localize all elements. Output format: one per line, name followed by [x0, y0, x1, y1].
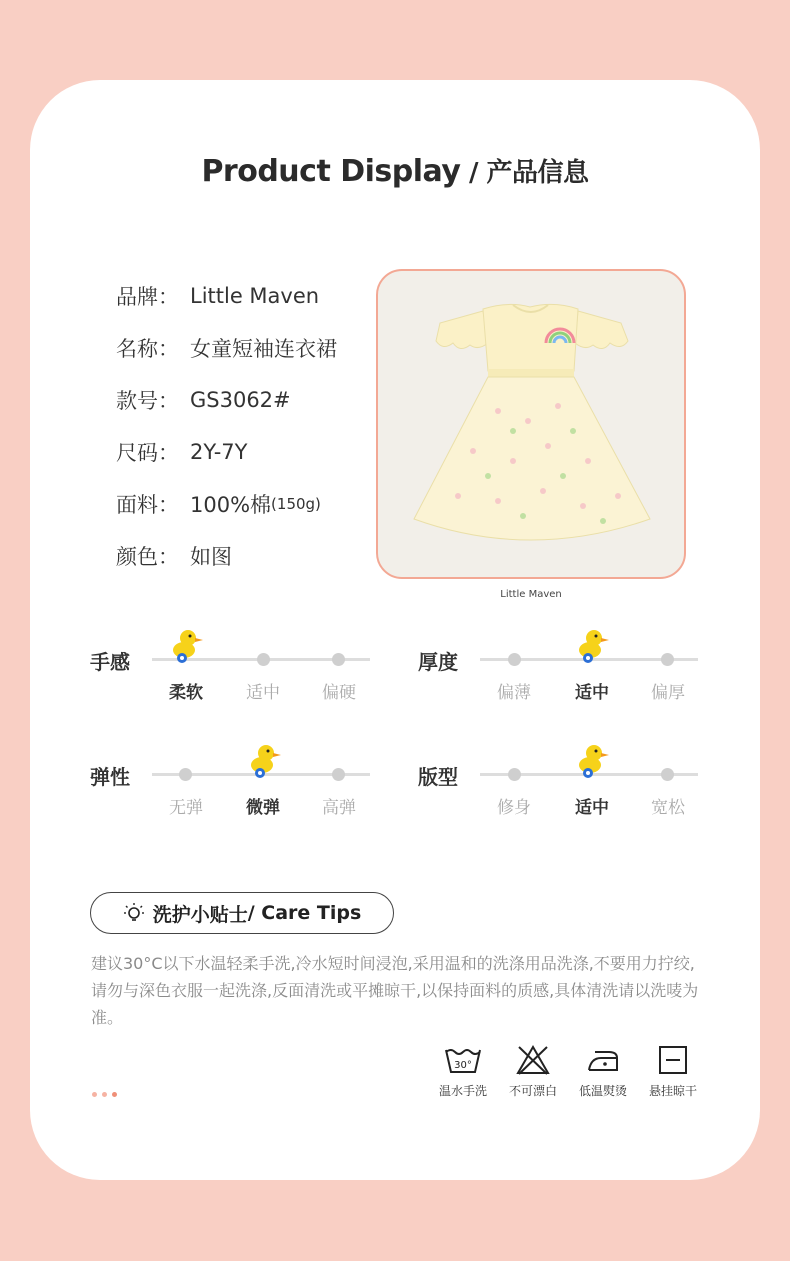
scale-dot [179, 768, 192, 781]
title-separator: / [460, 158, 487, 188]
scale-option-selected: 适中 [575, 798, 609, 818]
scale-thickness [418, 632, 728, 712]
wash-30-icon [443, 1044, 483, 1076]
info-key: 尺码： [116, 441, 179, 465]
scale-option-selected: 微弹 [246, 798, 280, 818]
scale-dot [332, 653, 345, 666]
care-icon-no-bleach [498, 1044, 568, 1099]
info-key: 颜色： [116, 545, 179, 569]
photo-caption: Little Maven [500, 589, 562, 600]
info-row-style [116, 374, 337, 426]
dot-active [112, 1092, 117, 1097]
info-row-size [116, 426, 337, 478]
scale-label: 厚度 [418, 650, 458, 674]
title-en: Product Display [201, 154, 461, 189]
scale-elasticity [90, 747, 400, 827]
scale-option: 偏薄 [497, 683, 531, 703]
info-row-color [116, 530, 337, 582]
info-value-extra: (150g) [271, 495, 321, 513]
scale-dot [661, 768, 674, 781]
scale-option: 修身 [497, 798, 531, 818]
scale-option: 适中 [246, 683, 280, 703]
scale-option-selected: 适中 [575, 683, 609, 703]
care-icon-label: 低温熨烫 [578, 1084, 627, 1098]
info-value: GS3062# [190, 388, 291, 412]
info-value: 2Y-7Y [190, 440, 248, 464]
care-icon-hang-dry [638, 1044, 708, 1099]
scale-option: 宽松 [651, 798, 685, 818]
scale-hand-feel [90, 632, 400, 712]
info-key: 款号： [116, 389, 179, 413]
care-icon-label: 悬挂晾干 [648, 1084, 697, 1098]
scale-option: 偏硬 [322, 683, 356, 703]
care-instructions: 建议30°C以下水温轻柔手洗,冷水短时间浸泡,采用温和的洗涤用品洗涤,不要用力拧绞,请勿与深色衣服一起洗涤,反面清洗或平摊晾干,以保持面料的质感,具体清洗请以洗唛为准。 [91, 954, 699, 1027]
duck-marker-icon [572, 741, 612, 781]
care-tips-pill [90, 892, 394, 934]
care-tips-title-zh: 洗护小贴士 [152, 903, 248, 926]
page-title [0, 152, 790, 189]
info-row-brand [116, 270, 337, 322]
info-row-name [116, 322, 337, 374]
scale-label: 手感 [90, 650, 130, 674]
scale-option: 偏厚 [651, 683, 685, 703]
lightbulb-icon [123, 902, 145, 924]
info-value: 女童短袖连衣裙 [190, 337, 337, 361]
duck-marker-icon [166, 626, 206, 666]
no-bleach-icon [515, 1044, 551, 1076]
scale-label: 弹性 [90, 765, 130, 789]
care-icon-low-iron [568, 1044, 638, 1099]
scale-dot [257, 653, 270, 666]
scale-dot [332, 768, 345, 781]
info-row-fabric [116, 478, 337, 530]
scale-label: 版型 [418, 765, 458, 789]
product-info-list [116, 270, 337, 582]
scale-option: 无弹 [169, 798, 203, 818]
dot [102, 1092, 107, 1097]
info-value: 100%棉 [190, 493, 272, 517]
dot [92, 1092, 97, 1097]
scale-fit [418, 747, 728, 827]
info-key: 名称： [116, 337, 179, 361]
care-tips-title-en: / Care Tips [247, 902, 362, 924]
title-zh: 产品信息 [486, 158, 589, 188]
info-value: Little Maven [190, 284, 320, 308]
care-icons [428, 1044, 708, 1099]
care-icon-label: 不可漂白 [508, 1084, 557, 1098]
pagination-dots [92, 1092, 117, 1097]
duck-marker-icon [244, 741, 284, 781]
scale-option-selected: 柔软 [169, 683, 203, 703]
info-key: 面料： [116, 493, 179, 517]
scale-dot [508, 768, 521, 781]
scale-option: 高弹 [322, 798, 356, 818]
low-iron-icon [583, 1044, 623, 1076]
scale-dot [661, 653, 674, 666]
wash-temperature: 30° [454, 1060, 472, 1071]
scale-dot [508, 653, 521, 666]
duck-marker-icon [572, 626, 612, 666]
dress-image [378, 271, 684, 577]
care-icon-label: 温水手洗 [438, 1084, 487, 1098]
care-icon-wash [428, 1044, 498, 1099]
info-value: 如图 [190, 545, 232, 569]
info-key: 品牌： [116, 285, 179, 309]
hang-dry-icon [657, 1044, 689, 1076]
product-photo [376, 269, 686, 579]
